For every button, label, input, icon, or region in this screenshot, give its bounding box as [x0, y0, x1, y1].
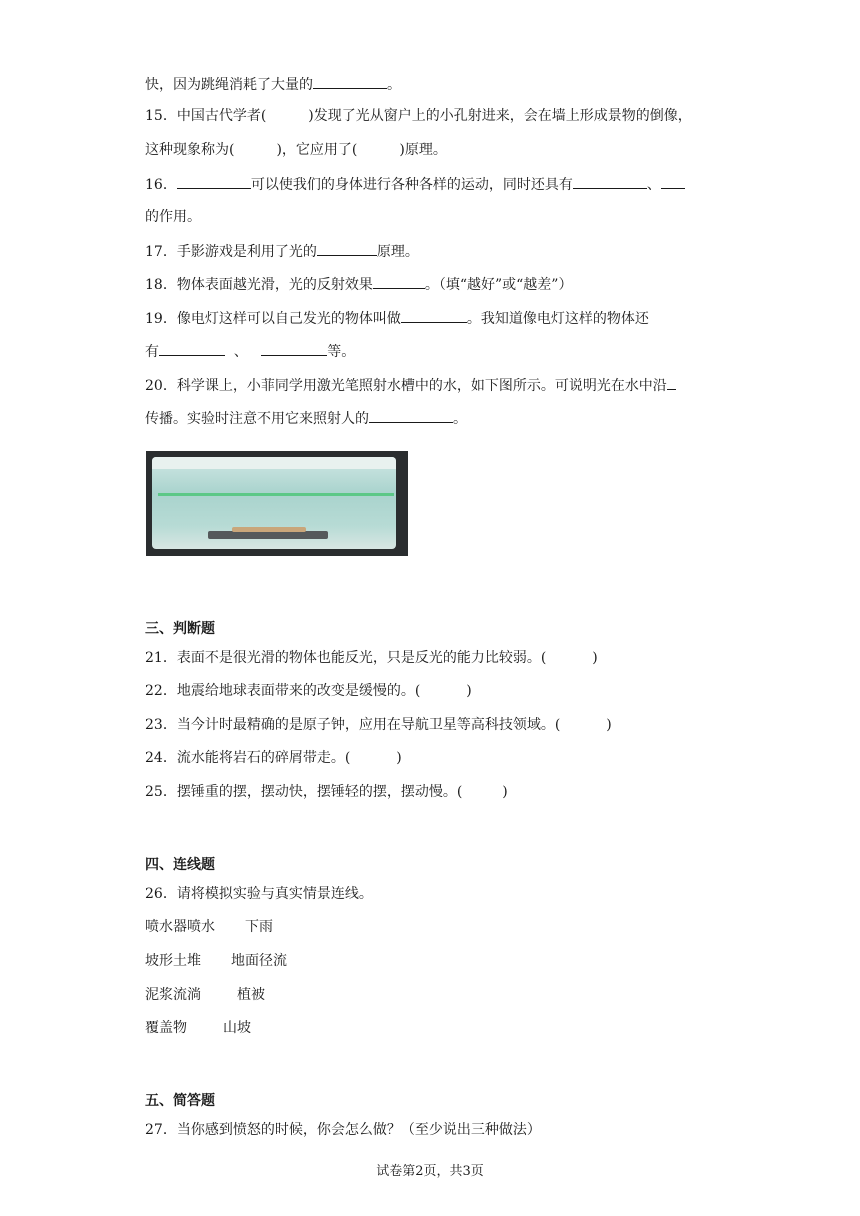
answer-blank[interactable] [369, 408, 453, 423]
answer-blank[interactable] [261, 341, 327, 356]
water-tank [152, 457, 396, 549]
answer-blank[interactable] [177, 174, 251, 189]
match-right[interactable]: 地面径流 [231, 953, 287, 969]
answer-blank[interactable] [373, 274, 425, 289]
laser-water-tank-photo [146, 451, 408, 556]
wooden-stick [232, 527, 306, 532]
answer-blank[interactable] [317, 241, 377, 256]
laser-pointer [208, 531, 328, 539]
match-left[interactable]: 坡形土堆 [145, 953, 201, 969]
answer-blank[interactable] [661, 174, 685, 189]
answer-blank[interactable] [313, 74, 387, 89]
match-row [145, 917, 273, 937]
tank-lid [152, 457, 396, 469]
question-15-line1: 15．中国古代学者( )发现了光从窗户上的小孔射进来，会在墙上形成景物的倒像， [145, 108, 692, 124]
match-row [145, 1018, 251, 1038]
answer-blank[interactable] [667, 375, 676, 390]
question-27: 27．当你感到愤怒的时候，你会怎么做？（至少说出三种做法） [145, 1122, 541, 1138]
section-4-title: 四、连线题 [145, 857, 215, 873]
question-24: 24．流水能将岩石的碎屑带走。( ) [145, 750, 402, 766]
match-left[interactable]: 覆盖物 [145, 1020, 187, 1036]
question-17: 17．手影游戏是利用了光的 原理。 [145, 241, 419, 262]
section-5-title: 五、简答题 [145, 1093, 215, 1109]
match-row [145, 951, 287, 971]
question-22: 22．地震给地球表面带来的改变是缓慢的。( ) [145, 683, 472, 699]
question-20-line2: 传播。实验时注意不用它来照射人的 。 [145, 408, 467, 429]
match-row [145, 985, 265, 1005]
q14-tail: 快，因为跳绳消耗了大量的 。 [145, 74, 401, 95]
question-20-line1: 20．科学课上，小菲同学用激光笔照射水槽中的水，如下图所示。可说明光在水中沿 [145, 375, 676, 396]
question-25: 25．摆锤重的摆，摆动快，摆锤轻的摆，摆动慢。( ) [145, 784, 508, 800]
question-18: 18．物体表面越光滑，光的反射效果 。（填“越好”或“越差”） [145, 274, 572, 295]
question-19-line2: 有 、 等。 [145, 341, 355, 362]
question-21: 21．表面不是很光滑的物体也能反光，只是反光的能力比较弱。( ) [145, 650, 598, 666]
match-left[interactable]: 泥浆流淌 [145, 987, 201, 1003]
answer-blank[interactable] [401, 308, 467, 323]
question-23: 23．当今计时最精确的是原子钟，应用在导航卫星等高科技领域。( ) [145, 717, 612, 733]
question-16-line2: 的作用。 [145, 209, 201, 225]
match-right[interactable]: 下雨 [245, 919, 273, 935]
match-left[interactable]: 喷水器喷水 [145, 919, 215, 935]
match-right[interactable]: 山坡 [223, 1020, 251, 1036]
page-footer: 试卷第2页，共3页 [376, 1164, 484, 1179]
question-15-line2: 这种现象称为( )，它应用了( )原理。 [145, 142, 447, 158]
question-26: 26．请将模拟实验与真实情景连线。 [145, 886, 373, 902]
section-3-title: 三、判断题 [145, 621, 215, 637]
answer-blank[interactable] [159, 341, 225, 356]
match-right[interactable]: 植被 [237, 987, 265, 1003]
question-16-line1: 16． 可以使我们的身体进行各种各样的运动，同时还具有 、 [145, 174, 685, 195]
answer-blank[interactable] [573, 174, 647, 189]
question-19-line1: 19．像电灯这样可以自己发光的物体叫做 。我知道像电灯这样的物体还 [145, 308, 649, 329]
laser-beam [158, 493, 394, 496]
